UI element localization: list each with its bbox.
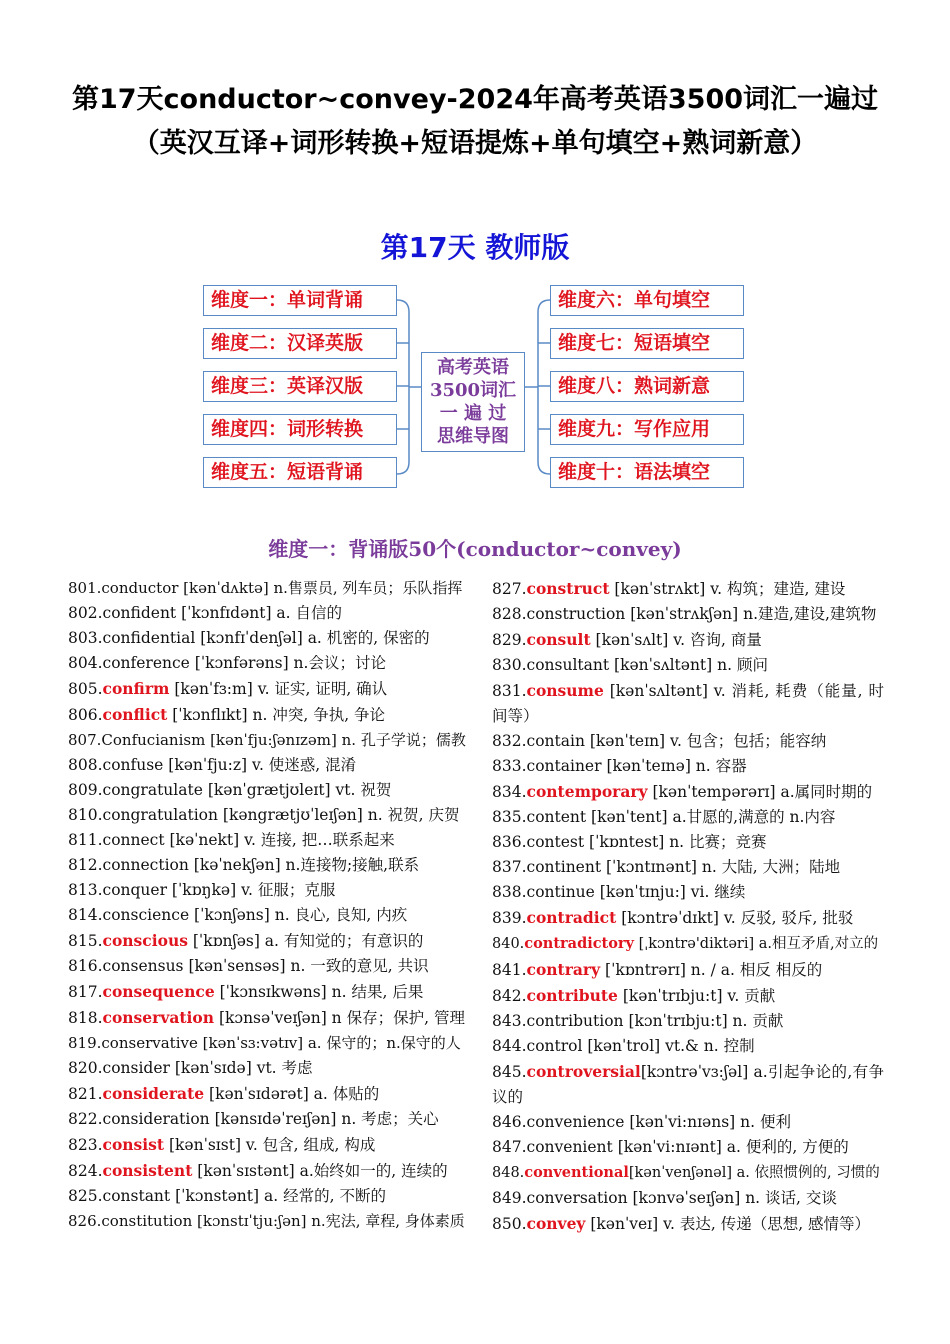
vocab-entry xyxy=(492,830,884,855)
entry-definition: [kənˈsʌltənt] v. 消耗, 耗费（能量, 时间等） xyxy=(492,682,884,725)
vocab-entry xyxy=(68,778,468,803)
entry-word: contemporary xyxy=(526,782,648,801)
entry-word: connect xyxy=(102,831,165,849)
entry-definition: [kənˈgrætjʊleɪt] vt. 祝贺 xyxy=(202,781,392,799)
vocab-entry xyxy=(68,702,468,728)
vocab-entry xyxy=(68,954,468,979)
entry-number: 827. xyxy=(492,580,527,598)
entry-word: convey xyxy=(526,1214,586,1233)
entry-definition: [kənˈfɜ:m] v. 证实, 证明, 确认 xyxy=(169,680,388,698)
entry-definition: [kənˈteɪnə] n. 容器 xyxy=(601,757,747,775)
entry-number: 801. xyxy=(68,579,102,597)
entry-definition: [kənˈsensəs] n. 一致的意见, 共识 xyxy=(183,957,429,975)
entry-word: contrary xyxy=(526,960,601,979)
entry-word: contradictory xyxy=(524,935,634,952)
entry-number: 819. xyxy=(68,1034,102,1052)
entry-word: content xyxy=(526,808,587,826)
entry-definition: [ˈkɔnstənt] a. 经常的, 不断的 xyxy=(170,1187,386,1205)
entry-number: 823. xyxy=(68,1136,103,1154)
entry-definition: [kənˈsʌltənt] n. 顾问 xyxy=(609,656,768,674)
entry-definition: [kɔntrəˈvɜ:ʃəl] a.引起争论的,有争议的 xyxy=(492,1063,884,1106)
entry-number: 837. xyxy=(492,858,527,876)
vocab-entry xyxy=(492,880,884,905)
entry-word: consume xyxy=(526,681,604,700)
entry-word: contribute xyxy=(526,986,618,1005)
entry-definition: [kɔnˈtrɪbju:t] n. 贡献 xyxy=(623,1012,784,1030)
entry-number: 818. xyxy=(68,1009,103,1027)
vocab-entry xyxy=(68,601,468,626)
vocab-entry xyxy=(68,1081,468,1107)
entry-definition: [kɔnvəˈseɪʃən] n. 谈话, 交谈 xyxy=(627,1189,837,1207)
entry-number: 815. xyxy=(68,932,103,950)
entry-definition: [ˈkɒŋkə] v. 征服；克服 xyxy=(167,881,336,899)
entry-number: 840. xyxy=(492,936,525,952)
entry-word: consensus xyxy=(102,957,184,975)
vocabulary-column-right xyxy=(492,576,884,1237)
entry-word: congratulate xyxy=(102,781,203,799)
vocab-entry xyxy=(68,878,468,903)
vocab-entry xyxy=(492,1135,884,1160)
vocab-entry xyxy=(492,754,884,779)
entry-definition: [kənˈsɪdə] vt. 考虑 xyxy=(169,1059,313,1077)
vocab-entry xyxy=(68,1158,468,1184)
entry-definition: [kənˈtrol] vt.& n. 控制 xyxy=(582,1037,755,1055)
vocab-entry xyxy=(492,602,884,627)
entry-number: 813. xyxy=(68,881,103,899)
entry-number: 807. xyxy=(68,731,102,749)
mind-map-center-line: 3500词汇 xyxy=(429,380,517,401)
mind-map-dimension-7: 维度七：短语填空 xyxy=(550,328,744,359)
mind-map-dimension-5: 维度五：短语背诵 xyxy=(203,457,397,488)
entry-definition: [ˈkɒntest] n. 比赛；竞赛 xyxy=(584,833,767,851)
entry-number: 847. xyxy=(492,1138,527,1156)
entry-word: contest xyxy=(526,833,585,851)
entry-number: 836. xyxy=(492,833,527,851)
entry-word: confuse xyxy=(102,756,164,774)
entry-word: confident xyxy=(102,604,177,622)
entry-word: conservation xyxy=(102,1008,215,1027)
entry-definition: [kɔnsəˈveɪʃən] n 保存；保护, 管理 xyxy=(214,1009,465,1027)
vocab-entry xyxy=(68,1031,468,1056)
entry-number: 844. xyxy=(492,1037,527,1055)
entry-word: contain xyxy=(526,732,585,750)
entry-definition: [kənˈvenʃənəl] a. 依照惯例的, 习惯的 xyxy=(628,1165,880,1181)
entry-definition: [kɔnfɪˈdenʃəl] a. 机密的, 保密的 xyxy=(195,629,430,647)
entry-number: 843. xyxy=(492,1012,527,1030)
entry-word: convenient xyxy=(526,1138,613,1156)
entry-definition: [ˈkɒnʃəs] a. 有知觉的；有意识的 xyxy=(187,932,424,950)
entry-definition: [kənˈteɪn] v. 包含；包括；能容纳 xyxy=(584,732,827,750)
entry-definition: [kəˈnekt] v. 连接, 把…联系起来 xyxy=(164,831,395,849)
entry-definition: [kənsɪdəˈreɪʃən] n. 考虑；关心 xyxy=(209,1110,439,1128)
entry-number: 822. xyxy=(68,1110,103,1128)
entry-definition: [kənˈvi:nɪəns] n. 便利 xyxy=(624,1113,791,1131)
vocab-entry xyxy=(492,983,884,1009)
entry-number: 830. xyxy=(492,656,527,674)
entry-definition: [kənˈfju:ʃənɪzəm] n. 孔子学说；儒教 xyxy=(205,731,466,749)
entry-word: contradict xyxy=(526,908,617,927)
entry-definition: [ˈkɔnfərəns] n.会议；讨论 xyxy=(189,654,386,672)
entry-number: 846. xyxy=(492,1113,527,1131)
entry-number: 812. xyxy=(68,856,103,874)
document-subtitle: 第17天 教师版 xyxy=(380,231,570,264)
entry-number: 814. xyxy=(68,906,103,924)
entry-number: 838. xyxy=(492,883,527,901)
vocab-entry xyxy=(492,779,884,805)
mind-map-dimension-10: 维度十：语法填空 xyxy=(550,457,744,488)
entry-definition: [kənˈsɜ:vətɪv] a. 保守的；n.保守的人 xyxy=(197,1034,461,1052)
entry-number: 831. xyxy=(492,682,527,700)
mind-map xyxy=(195,282,755,492)
entry-word: continue xyxy=(526,883,595,901)
entry-word: container xyxy=(526,757,602,775)
mind-map-dimension-2: 维度二：汉译英版 xyxy=(203,328,397,359)
vocab-entry xyxy=(68,1209,468,1234)
vocabulary-column-left xyxy=(68,576,468,1234)
entry-number: 835. xyxy=(492,808,527,826)
vocab-entry xyxy=(492,1160,884,1186)
vocab-entry xyxy=(492,729,884,754)
vocab-entry xyxy=(68,1005,468,1031)
vocab-entry xyxy=(492,1034,884,1059)
vocab-entry xyxy=(492,627,884,653)
entry-number: 803. xyxy=(68,629,103,647)
vocab-entry xyxy=(492,855,884,880)
mind-map-center xyxy=(421,352,525,452)
mind-map-center-line: 一 遍 过 xyxy=(439,403,507,424)
entry-definition: [kɔnstɪˈtju:ʃən] n.宪法, 章程, 身体素质 xyxy=(192,1212,465,1230)
entry-definition: [kənˈstrʌkʃən] n.建造,建设,建筑物 xyxy=(625,605,877,623)
entry-definition: [kənˈdʌktə] n.售票员, 列车员；乐队指挥 xyxy=(178,579,463,597)
entry-number: 805. xyxy=(68,680,103,698)
entry-definition: [kəˈnekʃən] n.连接物;接触,联系 xyxy=(188,856,420,874)
vocab-entry xyxy=(492,1211,884,1237)
entry-definition: [ˌkɔntrə'diktəri] a.相互矛盾,对立的 xyxy=(633,936,879,952)
entry-definition: [kənˈfju:z] v. 使迷惑, 混淆 xyxy=(163,756,357,774)
entry-word: continent xyxy=(526,858,602,876)
entry-word: conservative xyxy=(101,1034,198,1052)
mind-map-dimension-4: 维度四：词形转换 xyxy=(203,414,397,445)
entry-number: 825. xyxy=(68,1187,103,1205)
vocab-entry xyxy=(68,828,468,853)
entry-number: 826. xyxy=(68,1212,102,1230)
entry-word: conscious xyxy=(102,931,188,950)
entry-word: confidential xyxy=(102,629,196,647)
vocab-entry xyxy=(492,653,884,678)
entry-word: considerate xyxy=(102,1084,205,1103)
vocab-entry xyxy=(68,651,468,676)
entry-number: 804. xyxy=(68,654,103,672)
entry-definition: [ˈkɔntɪnənt] n. 大陆, 大洲；陆地 xyxy=(601,858,841,876)
vocab-entry xyxy=(492,678,884,729)
vocab-entry xyxy=(68,979,468,1005)
vocab-entry xyxy=(68,626,468,651)
entry-number: 848. xyxy=(492,1165,525,1181)
entry-word: conductor xyxy=(101,579,179,597)
entry-definition: [kənˈtempərərɪ] a.属同时期的 xyxy=(647,783,873,801)
entry-definition: [kɔntrəˈdɪkt] v. 反驳, 驳斥, 批驳 xyxy=(616,909,854,927)
entry-number: 802. xyxy=(68,604,103,622)
vocab-entry xyxy=(68,576,468,601)
entry-word: consider xyxy=(102,1059,170,1077)
vocab-entry xyxy=(68,903,468,928)
entry-number: 820. xyxy=(68,1059,103,1077)
entry-word: controversial xyxy=(526,1062,641,1081)
vocab-entry xyxy=(492,1009,884,1034)
vocab-entry xyxy=(68,676,468,702)
entry-word: conversation xyxy=(526,1189,628,1207)
entry-number: 849. xyxy=(492,1189,527,1207)
vocab-entry xyxy=(68,728,468,753)
entry-word: consultant xyxy=(526,656,610,674)
entry-definition: [kənˈsɪdərət] a. 体贴的 xyxy=(204,1085,380,1103)
entry-definition: [ˈkɔnfɪdənt] a. 自信的 xyxy=(176,604,343,622)
entry-word: contribution xyxy=(526,1012,624,1030)
entry-definition: [kənˈstrʌkt] v. 构筑；建造, 建设 xyxy=(609,580,846,598)
entry-word: conscience xyxy=(102,906,190,924)
entry-number: 842. xyxy=(492,987,527,1005)
entry-word: construct xyxy=(526,579,610,598)
entry-word: conference xyxy=(102,654,190,672)
vocab-entry xyxy=(68,803,468,828)
entry-word: convenience xyxy=(526,1113,625,1131)
vocab-entry xyxy=(68,1132,468,1158)
document-title: 第17天conductor~convey-2024年高考英语3500词汇一遍过（英汉互译+词形转换+短语提炼+单句填空+熟词新意） xyxy=(71,84,879,159)
entry-number: 806. xyxy=(68,706,103,724)
entry-definition: [kənˈtrɪbju:t] v. 贡献 xyxy=(617,987,776,1005)
entry-word: congratulation xyxy=(102,806,218,824)
entry-definition: [kənˈvi:nɪənt] a. 便利的, 方便的 xyxy=(612,1138,849,1156)
entry-number: 821. xyxy=(68,1085,103,1103)
vocab-entry xyxy=(492,957,884,983)
entry-definition: [ˈkɔnflɪkt] n. 冲突, 争执, 争论 xyxy=(167,706,386,724)
entry-definition: [ˈkɔnʃəns] n. 良心, 良知, 内疚 xyxy=(189,906,408,924)
entry-definition: [kənˈtent] a.甘愿的,满意的 n.内容 xyxy=(586,808,836,826)
vocab-entry xyxy=(68,1107,468,1132)
entry-number: 841. xyxy=(492,961,527,979)
entry-number: 828. xyxy=(492,605,527,623)
vocab-entry xyxy=(492,1186,884,1211)
section-heading: 维度一：背诵版50个(conductor~convey) xyxy=(268,537,682,561)
entry-number: 839. xyxy=(492,909,527,927)
entry-number: 829. xyxy=(492,631,527,649)
entry-word: construction xyxy=(526,605,626,623)
entry-word: consequence xyxy=(102,982,215,1001)
mind-map-dimension-1: 维度一：单词背诵 xyxy=(203,285,397,316)
entry-word: consult xyxy=(526,630,591,649)
entry-word: connection xyxy=(102,856,189,874)
mind-map-center-line: 高考英语 xyxy=(437,357,509,378)
mind-map-dimension-6: 维度六：单句填空 xyxy=(550,285,744,316)
vocab-entry xyxy=(492,805,884,830)
entry-word: conventional xyxy=(524,1164,629,1181)
vocab-entry xyxy=(68,928,468,954)
entry-number: 832. xyxy=(492,732,527,750)
entry-number: 824. xyxy=(68,1162,103,1180)
entry-number: 809. xyxy=(68,781,103,799)
entry-number: 811. xyxy=(68,831,103,849)
entry-number: 833. xyxy=(492,757,527,775)
entry-word: conquer xyxy=(102,881,167,899)
vocab-entry xyxy=(68,1056,468,1081)
entry-definition: [kəngrætjʊˈleɪʃən] n. 祝贺, 庆贺 xyxy=(218,806,460,824)
entry-number: 817. xyxy=(68,983,103,1001)
entry-number: 845. xyxy=(492,1063,527,1081)
entry-number: 816. xyxy=(68,957,103,975)
entry-definition: [kənˈtɪnju:] vi. 继续 xyxy=(594,883,746,901)
mind-map-center-line: 思维导图 xyxy=(437,426,509,447)
entry-number: 834. xyxy=(492,783,527,801)
vocab-entry xyxy=(68,753,468,778)
vocab-entry xyxy=(492,576,884,602)
entry-number: 808. xyxy=(68,756,103,774)
vocab-entry xyxy=(492,1059,884,1110)
entry-number: 850. xyxy=(492,1215,527,1233)
entry-number: 810. xyxy=(68,806,103,824)
entry-word: constitution xyxy=(101,1212,193,1230)
mind-map-dimension-3: 维度三：英译汉版 xyxy=(203,371,397,402)
entry-definition: [ˈkɔnsɪkwəns] n. 结果, 后果 xyxy=(214,983,424,1001)
vocab-entry xyxy=(492,1110,884,1135)
entry-definition: [ˈkɒntrərɪ] n. / a. 相反 相反的 xyxy=(600,961,823,979)
entry-word: consistent xyxy=(102,1161,193,1180)
entry-definition: [kənˈsʌlt] v. 咨询, 商量 xyxy=(590,631,762,649)
entry-word: Confucianism xyxy=(101,731,206,749)
mind-map-dimension-8: 维度八：熟词新意 xyxy=(550,371,744,402)
entry-definition: [kənˈveɪ] v. 表达, 传递（思想, 感情等） xyxy=(585,1215,871,1233)
entry-word: control xyxy=(526,1037,583,1055)
vocab-entry xyxy=(492,905,884,931)
vocab-entry xyxy=(492,931,884,957)
entry-definition: [kənˈsɪst] v. 包含, 组成, 构成 xyxy=(164,1136,376,1154)
mind-map-dimension-9: 维度九：写作应用 xyxy=(550,414,744,445)
vocab-entry xyxy=(68,853,468,878)
entry-word: conflict xyxy=(102,705,168,724)
entry-definition: [kənˈsɪstənt] a.始终如一的, 连续的 xyxy=(192,1162,448,1180)
entry-word: confirm xyxy=(102,679,170,698)
entry-word: consideration xyxy=(102,1110,210,1128)
entry-word: consist xyxy=(102,1135,165,1154)
entry-word: constant xyxy=(102,1187,171,1205)
vocab-entry xyxy=(68,1184,468,1209)
